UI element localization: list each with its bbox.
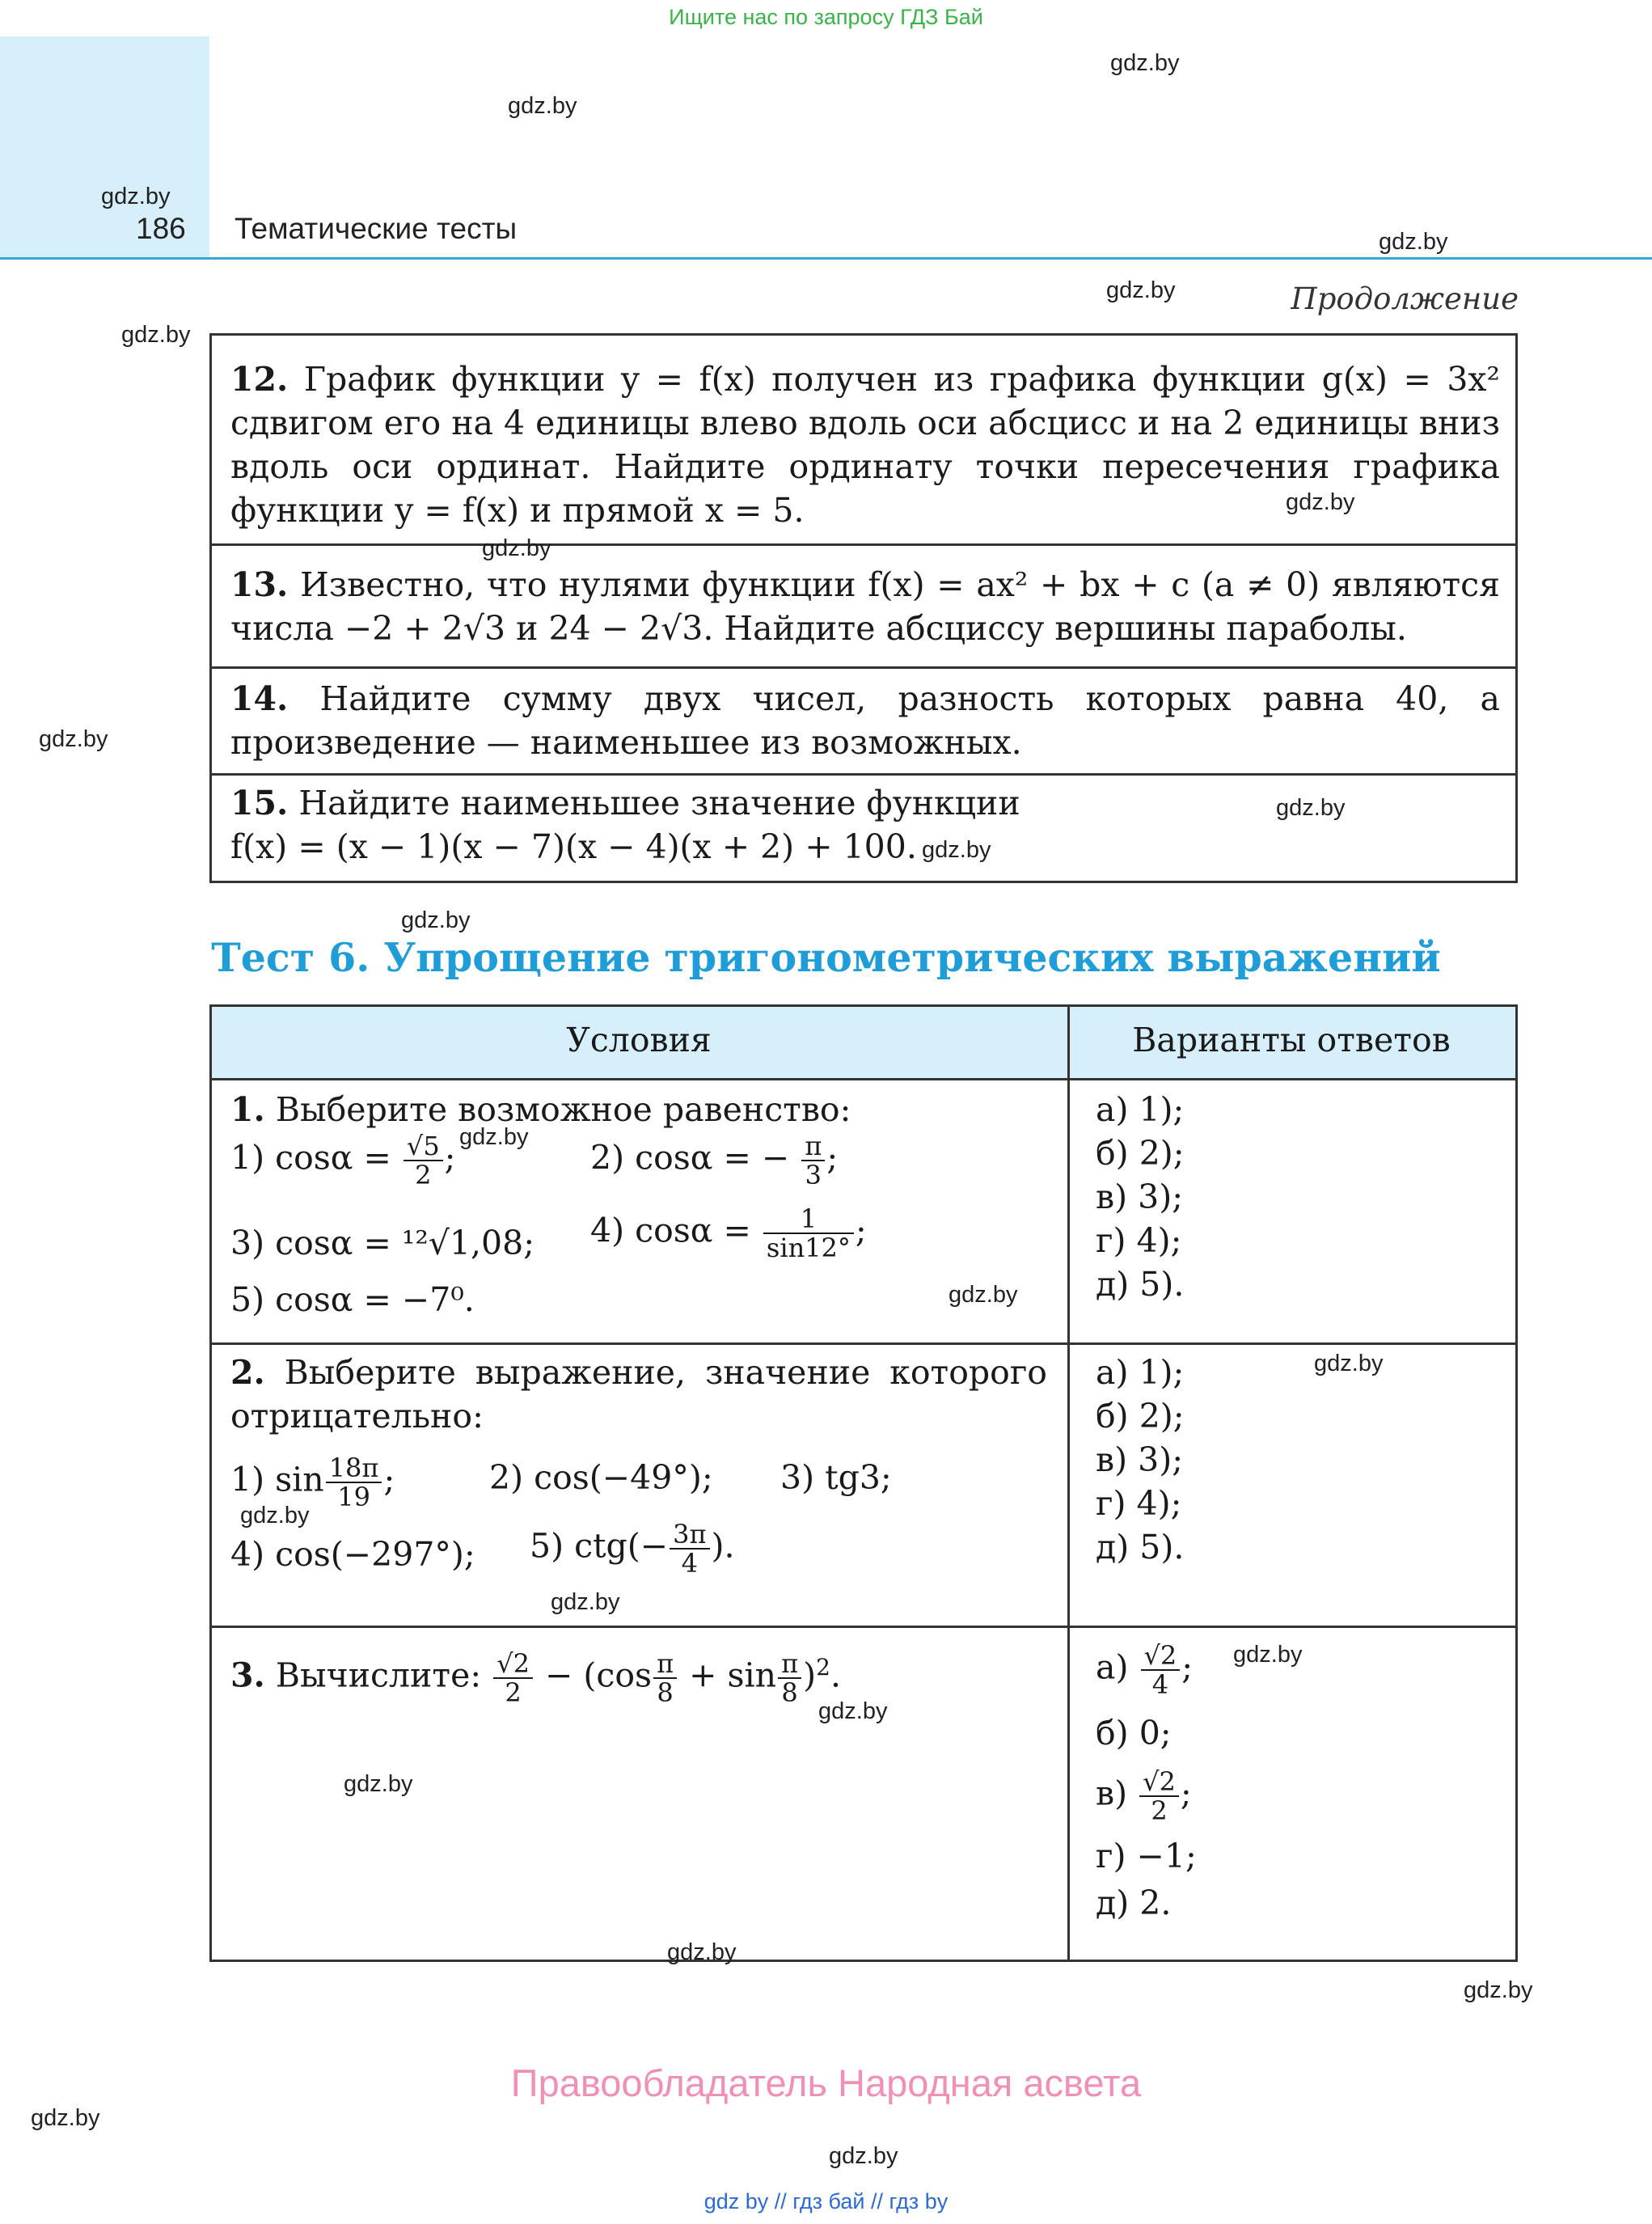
answer-option: г) −1;	[1096, 1837, 1197, 1875]
numerator: 1	[763, 1205, 854, 1234]
q2-option-5: 5) ctg(− $\frac{3\pi}{4}$ ).	[530, 1519, 735, 1579]
problem-number: 13.	[230, 565, 289, 604]
q1-option-3: 3) cosα = ¹²√1,08;	[230, 1224, 535, 1262]
watermark: gdz.by	[508, 93, 577, 119]
question-text: Выберите выражение, значение которого отрицательно:	[230, 1353, 1047, 1435]
q2-option-3: 3) tg3;	[780, 1458, 892, 1497]
answer-option: а) 1);	[1096, 1353, 1185, 1392]
option-text: 5) ctg(−	[530, 1526, 669, 1566]
problem-number: 14.	[230, 679, 289, 718]
question-2-stem	[230, 1351, 1047, 1438]
footer-copyright: Правообладатель Народная асвета	[510, 2061, 1142, 2104]
watermark: gdz.by	[1276, 795, 1346, 821]
footer-links[interactable]: gdz by // гдз бай // гдз by	[703, 2189, 949, 2213]
fraction	[403, 1132, 443, 1189]
answer-option: г) 4);	[1096, 1221, 1182, 1260]
denominator: 3	[805, 1160, 822, 1190]
row-divider	[212, 1342, 1515, 1345]
denominator: 2	[415, 1160, 432, 1190]
problem-14	[230, 677, 1500, 764]
denominator: 4	[681, 1548, 699, 1579]
answer-option: б) 2);	[1096, 1397, 1185, 1435]
numerator: 18π	[326, 1454, 382, 1483]
watermark: gdz.by	[240, 1503, 310, 1528]
denominator: 2	[505, 1677, 522, 1709]
question-number: 2.	[230, 1353, 265, 1392]
problem-text: Найдите наименьшее значение функции	[298, 784, 1020, 822]
q3-answers	[1096, 1642, 1197, 1926]
watermark: gdz.by	[667, 1939, 737, 1965]
watermark: gdz.by	[551, 1589, 620, 1615]
fraction	[493, 1648, 533, 1709]
watermark: gdz.by	[1286, 489, 1355, 515]
numerator: √2	[1141, 1642, 1181, 1671]
answer-option: д) 5).	[1096, 1265, 1185, 1304]
fraction	[1139, 1768, 1179, 1824]
row-divider	[212, 1078, 1515, 1080]
fraction	[801, 1132, 825, 1189]
answer-letter: в)	[1096, 1774, 1128, 1813]
answer-option: б) 0;	[1096, 1714, 1172, 1753]
row-divider	[212, 1626, 1515, 1628]
q1-option-2: 2) cosα = − $\frac{\pi}{3}$ ;	[590, 1131, 839, 1190]
question-text: Вычислите:	[275, 1655, 482, 1695]
question-number: 3.	[230, 1655, 265, 1695]
denominator: 19	[337, 1482, 370, 1512]
answer-option: в) 3);	[1096, 1178, 1184, 1216]
watermark: gdz.by	[401, 907, 471, 933]
watermark: gdz.by	[459, 1124, 529, 1150]
question-1-stem	[230, 1088, 851, 1131]
problem-text: Известно, что нулями функции f(x) = ax² + bx + c (a ≠ 0) являются числа −2 + 2√3 и 24 − 2√3. Найдите абсциссу вершины параболы.	[230, 565, 1500, 648]
watermark: gdz.by	[949, 1282, 1018, 1308]
numerator: √2	[1139, 1768, 1179, 1797]
denominator: sin12°	[766, 1233, 851, 1263]
numerator: π	[801, 1132, 825, 1161]
denominator: 8	[781, 1677, 798, 1709]
fraction	[1141, 1642, 1181, 1698]
q2-option-2: 2) cos(−49°);	[489, 1458, 713, 1497]
option-text: 1) cosα =	[230, 1138, 391, 1178]
column-header-conditions: Условия	[566, 1021, 712, 1059]
question-number: 1.	[230, 1090, 265, 1129]
denominator: 8	[657, 1677, 674, 1709]
question-text: Выберите возможное равенство:	[275, 1090, 851, 1129]
problem-text: График функции y = f(x) получен из графика функции g(x) = 3x² сдвигом его на 4 единицы влево вдоль оси абсцисс и на 2 единицы вниз вдоль оси ординат. Найдите ординату точки пересечения графика функции y = f(x) и прямой x = 5.	[230, 360, 1500, 530]
fraction	[653, 1648, 677, 1709]
watermark: gdz.by	[482, 535, 551, 561]
denominator: 2	[1151, 1795, 1168, 1826]
q1-option-1: 1) cosα = $\frac{√5}{2}$ ;	[230, 1131, 456, 1190]
watermark: gdz.by	[922, 837, 991, 863]
problem-text: Найдите сумму двух чисел, разность которых равна 40, а произведение — наименьшее из возможных.	[230, 679, 1500, 762]
numerator: π	[778, 1650, 801, 1679]
option-text: 4) cosα =	[590, 1211, 751, 1250]
watermark: gdz.by	[1233, 1642, 1303, 1668]
top-banner[interactable]: Ищите нас по запросу ГДЗ Бай	[669, 5, 983, 29]
problem-number: 12.	[230, 360, 289, 399]
row-divider	[212, 666, 1515, 669]
numerator: √2	[493, 1650, 533, 1679]
q1-answers	[1096, 1088, 1185, 1306]
answer-option: а) $\frac{√2}{4}$ ;	[1096, 1640, 1194, 1700]
watermark: gdz.by	[818, 1698, 888, 1724]
watermark: gdz.by	[101, 184, 171, 209]
test-title: Тест 6. Упрощение тригонометрических выражений	[211, 934, 1441, 981]
answer-option: д) 2.	[1096, 1884, 1172, 1922]
fraction	[326, 1454, 382, 1511]
row-divider	[212, 543, 1515, 546]
answer-letter: а)	[1096, 1647, 1129, 1687]
watermark: gdz.by	[829, 2143, 898, 2169]
header-title: Тематические тесты	[234, 212, 518, 245]
watermark: gdz.by	[31, 2105, 100, 2131]
fraction	[670, 1520, 709, 1577]
column-divider	[1067, 1007, 1070, 1960]
row-divider	[212, 773, 1515, 776]
numerator: π	[653, 1650, 677, 1679]
problem-formula: f(x) = (x − 1)(x − 7)(x − 4)(x + 2) + 100.	[230, 827, 917, 866]
problem-13	[230, 563, 1500, 650]
answer-option: в) $\frac{√2}{2}$ ;	[1096, 1766, 1192, 1826]
page-number: 186	[136, 212, 186, 245]
watermark: gdz.by	[1106, 277, 1176, 303]
watermark: gdz.by	[121, 322, 191, 348]
q2-option-1: 1) sin $\frac{18\pi}{19}$ ;	[230, 1452, 395, 1512]
watermark: gdz.by	[39, 726, 108, 752]
watermark: gdz.by	[1379, 229, 1448, 255]
watermark: gdz.by	[1314, 1351, 1384, 1376]
option-text: 1) sin	[230, 1460, 324, 1499]
q1-option-4: 4) cosα = $\frac{1}{\sin 12^\circ}$ ;	[590, 1203, 867, 1263]
q2-option-4: 4) cos(−297°);	[230, 1535, 475, 1574]
q2-answers	[1096, 1351, 1185, 1569]
denominator: 4	[1151, 1669, 1169, 1700]
continued-label: Продолжение	[1291, 281, 1519, 316]
question-3: 3. Вычислите: $\frac{√2}{2}$ − (cos $\frac{\pi}{8}$ + sin $\frac{\pi}{8}$ )$^2$.	[230, 1648, 841, 1709]
column-header-answers: Варианты ответов	[1132, 1021, 1451, 1059]
watermark: gdz.by	[1110, 50, 1180, 76]
answer-option: б) 2);	[1096, 1134, 1185, 1173]
fraction	[778, 1648, 801, 1709]
header-rule	[0, 257, 1652, 260]
fraction	[763, 1205, 854, 1262]
problem-number: 15.	[230, 784, 289, 822]
option-text: 2) cosα = −	[590, 1138, 790, 1178]
answer-option: в) 3);	[1096, 1440, 1184, 1479]
answer-option: д) 5).	[1096, 1528, 1185, 1567]
answer-option: а) 1);	[1096, 1090, 1185, 1129]
q1-option-5: 5) cosα = −7⁰.	[230, 1280, 475, 1319]
watermark: gdz.by	[1464, 1977, 1533, 2003]
watermark: gdz.by	[344, 1771, 413, 1797]
numerator: 3π	[670, 1520, 709, 1550]
answer-option: г) 4);	[1096, 1484, 1182, 1523]
numerator: √5	[403, 1132, 443, 1161]
